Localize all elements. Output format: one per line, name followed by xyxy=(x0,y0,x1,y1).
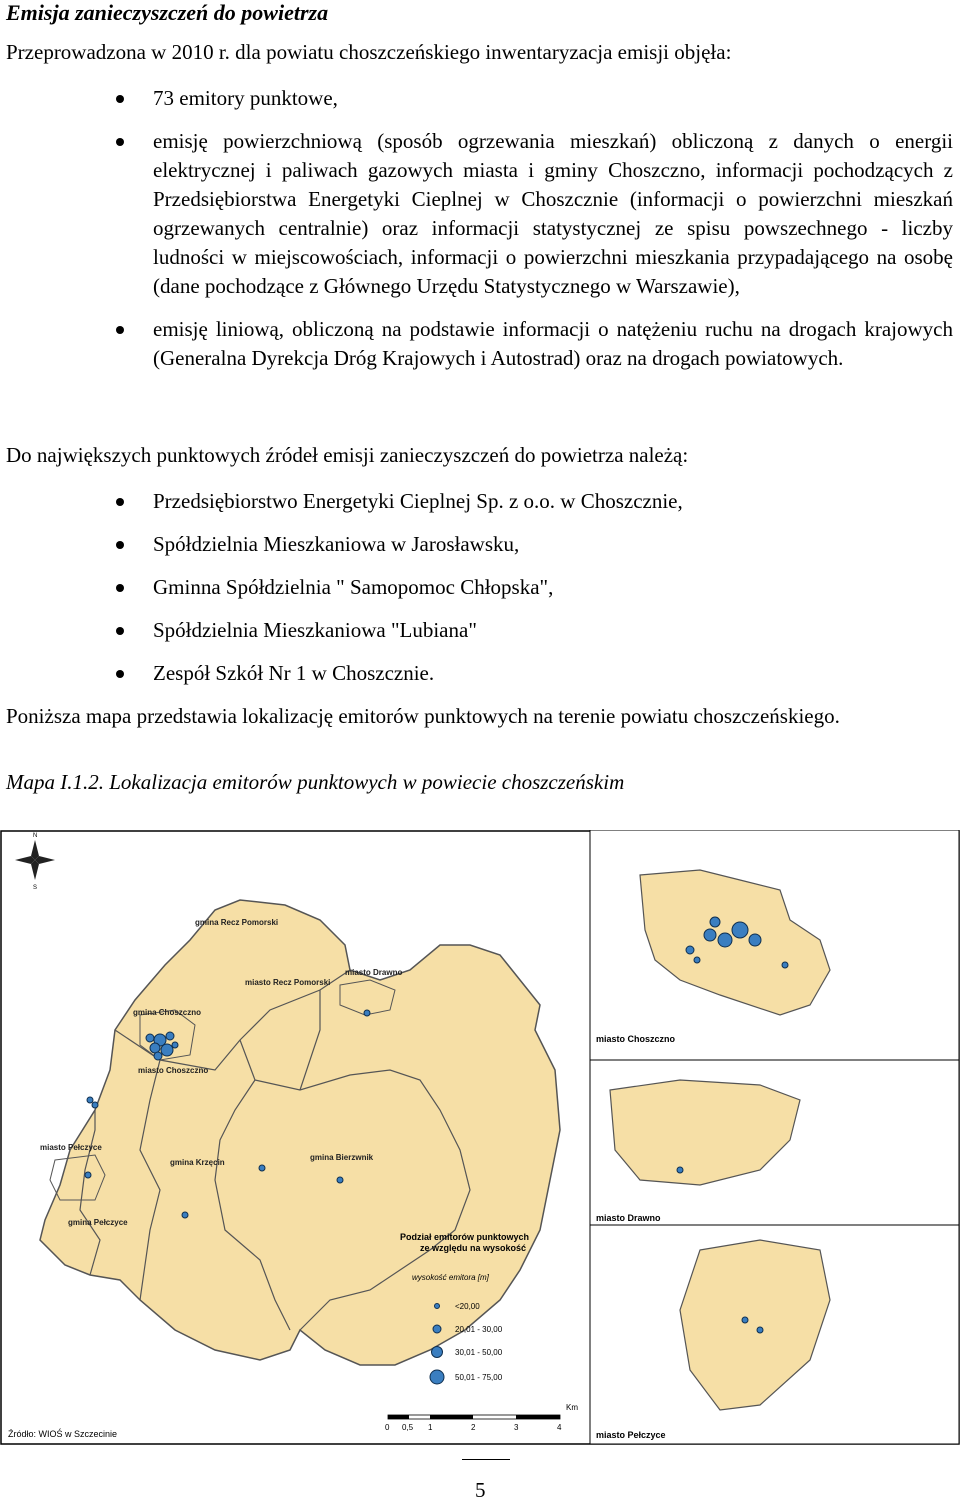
legend-item: 50,01 - 75,00 xyxy=(455,1373,503,1382)
list-item: Zespół Szkół Nr 1 w Choszcznie. xyxy=(0,659,953,688)
scale-tick: 4 xyxy=(557,1423,562,1432)
map-source: Źródło: WIOŚ w Szczecinie xyxy=(8,1429,118,1439)
emitter-point xyxy=(677,1167,683,1173)
bullet-icon xyxy=(116,670,124,678)
label-miasto-recz: miasto Recz Pomorski xyxy=(245,978,331,987)
emitter-point xyxy=(85,1172,91,1178)
scale-tick: 1 xyxy=(428,1423,433,1432)
legend-title-line1: Podział emitorów punktowych xyxy=(400,1232,530,1242)
inventory-list xyxy=(0,84,953,387)
label-gmina-recz: gmina Recz Pomorski xyxy=(195,918,279,927)
emitter-map xyxy=(0,830,960,1445)
emitter-point xyxy=(694,957,700,963)
page-heading: Emisja zanieczyszczeń do powietrza xyxy=(6,0,329,25)
list-item: Gminna Spółdzielnia " Samopomoc Chłopska", xyxy=(0,573,953,602)
scale-tick: 3 xyxy=(514,1423,519,1432)
emitter-point xyxy=(259,1165,265,1171)
bullet-icon xyxy=(116,498,124,506)
page-number-rule xyxy=(462,1459,510,1460)
legend-symbol-medium xyxy=(433,1325,441,1333)
scale-tick: 0,5 xyxy=(402,1423,414,1432)
label-gmina-bierzwnik: gmina Bierzwnik xyxy=(310,1153,374,1162)
bullet-icon xyxy=(116,95,124,103)
list-item: 73 emitory punktowe, xyxy=(0,84,953,113)
inset-drawno-label: miasto Drawno xyxy=(596,1213,661,1223)
inset-pelczyce-label: miasto Pełczyce xyxy=(596,1430,666,1440)
emitter-point xyxy=(87,1097,93,1103)
emitter-point xyxy=(182,1212,188,1218)
legend-symbol-small xyxy=(435,1304,440,1309)
bullet-icon xyxy=(116,138,124,146)
list-item: emisję powierzchniową (sposób ogrzewania mieszkań) obliczoną z danych o energii elektrycznej i paliwach gazowych miasta i gminy Choszczno, informacji pochodzących z Przedsiębiorstwa Energetyki Cieplnej w Choszcznie (informacji o powierzchni mieszkań ogrzewanych centralnie) oraz informacji statystycznej ze spisu powszechnego - liczby ludności w miejscowościach, informacji o powierzchni mieszkania przypadającego na osobę (dane pochodzące z Głównego Urzędu Statystycznego w Warszawie), xyxy=(0,127,953,301)
inset-pelczyce xyxy=(590,1225,959,1444)
list-item: Przedsiębiorstwo Energetyki Cieplnej Sp. z o.o. w Choszcznie, xyxy=(0,487,953,516)
label-miasto-drawno: miasto Drawno xyxy=(345,968,403,977)
sources-paragraph: Do największych punktowych źródeł emisji zanieczyszczeń do powietrza należą: xyxy=(6,443,689,467)
legend-item: 30,01 - 50,00 xyxy=(455,1348,503,1357)
scale-unit: Km xyxy=(566,1403,578,1412)
emitter-point xyxy=(92,1102,98,1108)
emitter-point xyxy=(732,922,748,938)
map-intro-paragraph: Poniższa mapa przedstawia lokalizację emitorów punktowych na terenie powiatu choszczeńskiego. xyxy=(6,704,840,728)
emitter-point xyxy=(718,933,732,947)
legend-symbol-xlarge xyxy=(430,1370,444,1384)
label-gmina-choszczno: gmina Choszczno xyxy=(133,1008,202,1017)
legend-symbol-large xyxy=(432,1347,443,1358)
emitter-point xyxy=(161,1044,173,1056)
emitter-point xyxy=(364,1010,370,1016)
bullet-icon xyxy=(116,541,124,549)
emitter-point xyxy=(150,1043,160,1053)
bullet-icon xyxy=(116,627,124,635)
emitter-point xyxy=(742,1317,748,1323)
emitter-point xyxy=(782,962,788,968)
svg-text:N: N xyxy=(33,833,38,839)
emitter-point xyxy=(757,1327,763,1333)
emitter-point xyxy=(337,1177,343,1183)
emitter-point xyxy=(146,1034,154,1042)
emitter-point xyxy=(166,1032,174,1040)
list-item: emisję liniową, obliczoną na podstawie informacji o natężeniu ruchu na drogach krajowych (Generalna Dyrekcja Dróg Krajowych i Autostrad) oraz na drogach powiatowych. xyxy=(0,315,953,373)
svg-text:S: S xyxy=(33,885,38,891)
emitter-point xyxy=(686,946,694,954)
map-caption: Mapa I.1.2. Lokalizacja emitorów punktowych w powiecie choszczeńskim xyxy=(6,770,625,794)
emitter-point xyxy=(749,934,761,946)
emitter-point xyxy=(154,1052,162,1060)
inset-drawno xyxy=(590,1060,959,1225)
scale-tick: 0 xyxy=(385,1423,390,1432)
page-number: 5 xyxy=(475,1478,486,1502)
legend-item: <20,00 xyxy=(455,1302,480,1311)
emitter-point xyxy=(172,1042,178,1048)
label-miasto-choszczno: miasto Choszczno xyxy=(138,1066,209,1075)
sources-list xyxy=(0,487,953,702)
inset-choszczno xyxy=(590,830,959,1060)
intro-paragraph: Przeprowadzona w 2010 r. dla powiatu choszczeńskiego inwentaryzacja emisji objęła: xyxy=(6,40,732,64)
label-miasto-pelczyce: miasto Pełczyce xyxy=(40,1143,102,1152)
label-gmina-pelczyce: gmina Pełczyce xyxy=(68,1218,128,1227)
legend-item: 20,01 - 30,00 xyxy=(455,1325,503,1334)
list-item: Spółdzielnia Mieszkaniowa w Jarosławsku, xyxy=(0,530,953,559)
bullet-icon xyxy=(116,326,124,334)
list-item: Spółdzielnia Mieszkaniowa "Lubiana" xyxy=(0,616,953,645)
scale-tick: 2 xyxy=(471,1423,476,1432)
label-gmina-krzecin: gmina Krzęcin xyxy=(170,1158,225,1167)
legend-title-line2: ze względu na wysokość xyxy=(420,1243,527,1253)
emitter-point xyxy=(704,929,716,941)
bullet-icon xyxy=(116,584,124,592)
emitter-point xyxy=(710,917,720,927)
inset-choszczno-label: miasto Choszczno xyxy=(596,1034,676,1044)
legend-subtitle: wysokość emitora [m] xyxy=(412,1273,489,1282)
